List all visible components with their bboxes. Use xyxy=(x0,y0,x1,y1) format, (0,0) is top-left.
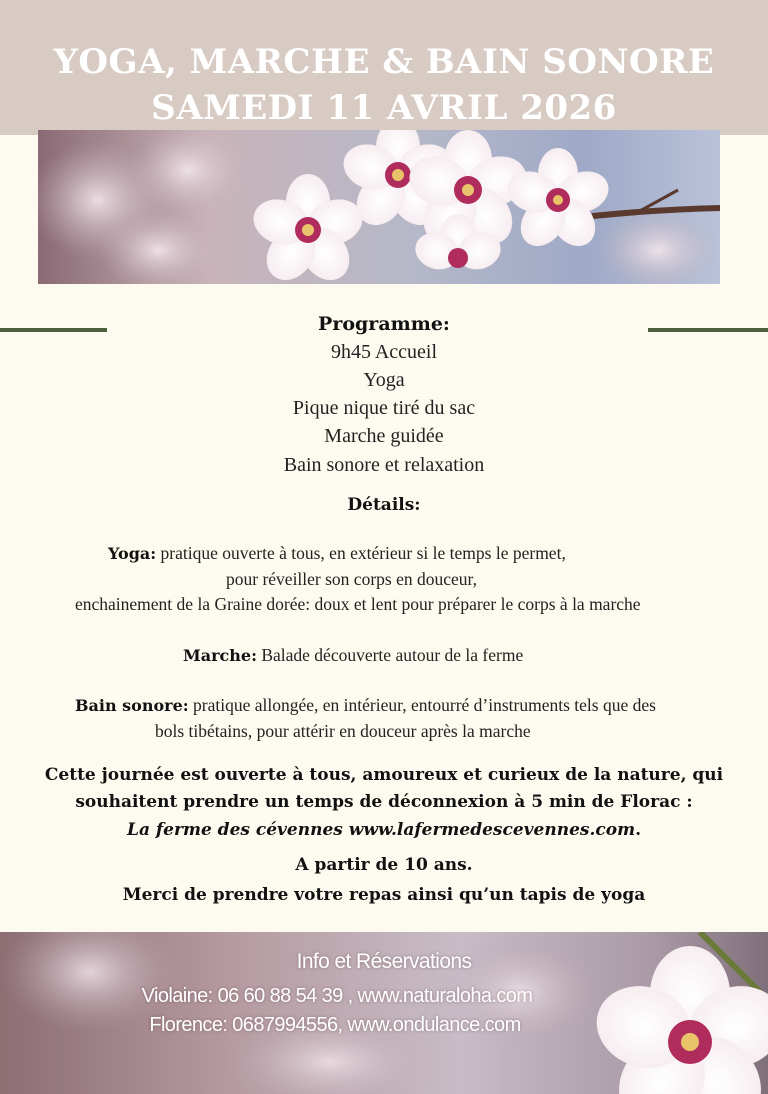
contact-florence[interactable]: Florence: 0687994556, www.ondulance.com xyxy=(149,1014,521,1036)
bain-detail-line1: Bain sonore: pratique allongée, en intérieur, entourré d’instruments tels que des xyxy=(75,695,656,715)
reservations-heading: Info et Réservations xyxy=(296,950,472,973)
bain-label: Bain sonore: xyxy=(75,696,189,715)
event-title: YOGA, MARCHE & BAIN SONORE xyxy=(53,42,715,82)
yoga-label: Yoga: xyxy=(108,544,157,563)
programme-item: 9h45 Accueil xyxy=(330,341,438,363)
farm-website-link[interactable]: La ferme des cévennes www.lafermedescevennes.com xyxy=(126,820,636,840)
blossom-illustration xyxy=(38,130,720,284)
marche-label: Marche: xyxy=(183,646,257,665)
programme-heading: Programme: xyxy=(318,313,450,335)
age-note: A partir de 10 ans. xyxy=(295,855,473,875)
contact-violaine[interactable]: Violaine: 06 60 88 54 39 , www.naturaloha.com xyxy=(141,985,533,1007)
bring-note: Merci de prendre votre repas ainsi qu’un tapis de yoga xyxy=(122,885,646,905)
details-heading: Détails: xyxy=(347,495,421,515)
almond-blossom-banner-image xyxy=(38,130,720,284)
yoga-detail-line1: Yoga: pratique ouverte à tous, en extérieur si le temps le permet, xyxy=(108,543,566,563)
bain-detail-line2: bols tibétains, pour attérir en douceur après la marche xyxy=(155,721,531,741)
programme-item: Pique nique tiré du sac xyxy=(292,397,476,419)
programme-item: Bain sonore et relaxation xyxy=(283,454,485,476)
programme-item: Marche guidée xyxy=(324,425,444,447)
event-date: SAMEDI 11 AVRIL 2026 xyxy=(151,88,617,128)
programme-item: Yoga xyxy=(363,369,405,391)
yoga-detail-line2: pour réveiller son corps en douceur, xyxy=(226,569,478,589)
yoga-detail-line3: enchainement de la Graine dorée: doux et lent pour préparer le corps à la marche xyxy=(75,594,641,614)
info-line3: La ferme des cévennes www.lafermedescevennes.com. xyxy=(126,820,641,840)
marche-detail: Marche: Balade découverte autour de la ferme xyxy=(183,645,524,665)
info-line1: Cette journée est ouverte à tous, amoureux et curieux de la nature, qui xyxy=(44,765,724,785)
info-line2: souhaitent prendre un temps de déconnexion à 5 min de Florac : xyxy=(75,792,693,812)
